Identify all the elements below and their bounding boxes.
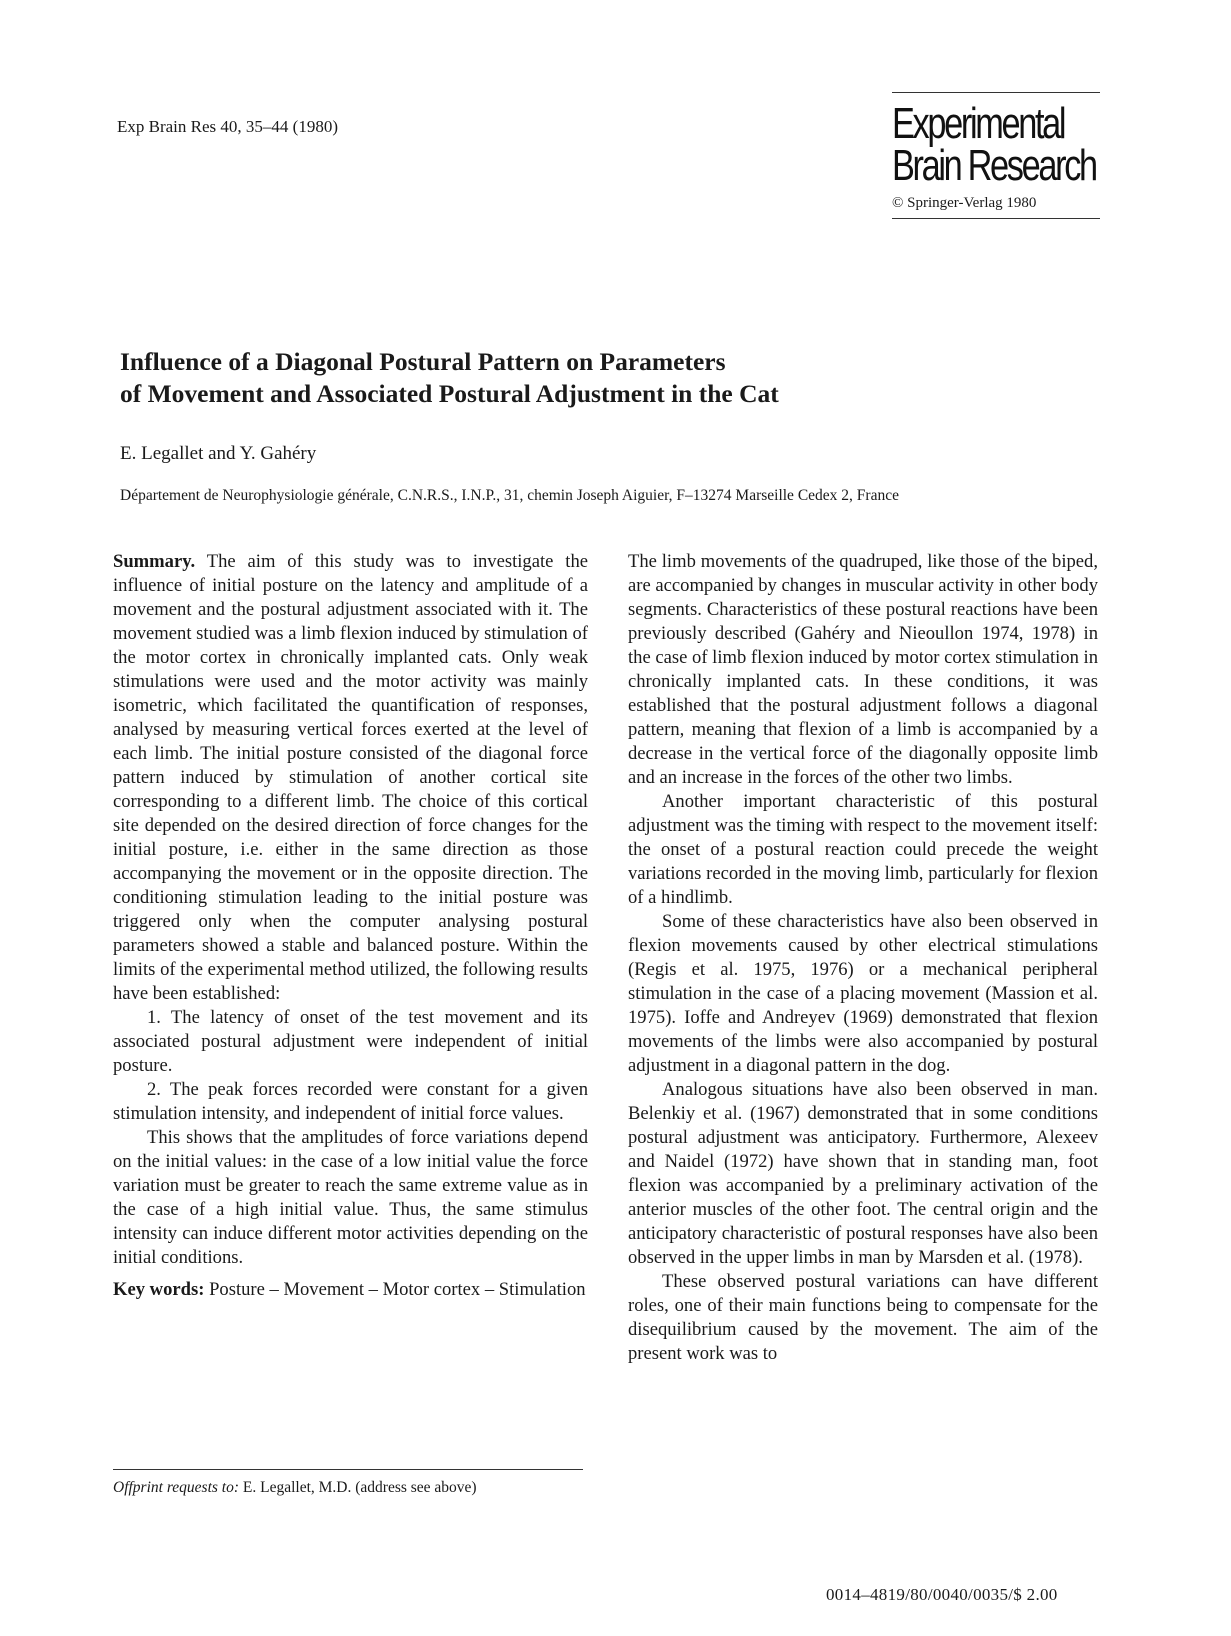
masthead-top-rule bbox=[892, 92, 1100, 93]
summary-text-1: The aim of this study was to investigate the influence of initial posture on the latency and amplitude of a movement and the postural adjustment associated with it. The movement studied was a limb flexion induced by stimulation of the motor cortex in chronically implanted cats. Only weak stimulations were used and the motor activity was mainly isometric, which facilitated the quantification of responses, analysed by measuring vertical forces exerted at the level of each limb. The initial posture consisted of the diagonal force pattern induced by stimulation of another cortical site corresponding to a different limb. The choice of this cortical site depended on the desired direction of force changes for the initial posture, i.e. either in the same direction as those accompanying the movement or in the opposite direction. The conditioning stimulation leading to the initial posture was triggered only when the computer analysing postural parameters showed a stable and balanced posture. Within the limits of the experimental method utilized, the following results have been established: bbox=[113, 551, 588, 1004]
summary-paragraph-2: 1. The latency of onset of the test movement and its associated postural adjustment were independent of initial posture. bbox=[113, 1007, 588, 1076]
offprint-footnote bbox=[113, 1479, 477, 1497]
footnote-divider bbox=[113, 1469, 583, 1470]
title-line-1: Influence of a Diagonal Postural Pattern on Parameters bbox=[120, 347, 726, 376]
summary-paragraph-3: 2. The peak forces recorded were constant for a given stimulation intensity, and independent of initial force values. bbox=[113, 1079, 588, 1124]
publisher-copyright: © Springer-Verlag 1980 bbox=[892, 195, 1037, 211]
summary-label: Summary. bbox=[113, 551, 196, 572]
journal-logo-line2: Brain Research bbox=[892, 141, 1096, 190]
intro-paragraph-5: These observed postural variations can have different roles, one of their main functions being to compensate for the disequilibrium caused by the movement. The aim of the present work was to bbox=[628, 1271, 1098, 1364]
summary-paragraph-1 bbox=[113, 550, 588, 1006]
summary-column bbox=[113, 550, 588, 1302]
footnote-label: Offprint requests to: bbox=[113, 1479, 240, 1496]
intro-paragraph-2: Another important characteristic of this postural adjustment was the timing with respect to the movement itself: the onset of a postural reaction could precede the weight variations recorded in the moving limb, particularly for flexion of a hindlimb. bbox=[628, 791, 1098, 908]
article-code: 0014–4819/80/0040/0035/$ 2.00 bbox=[826, 1585, 1058, 1604]
journal-citation: Exp Brain Res 40, 35–44 (1980) bbox=[117, 117, 338, 136]
intro-paragraph-4: Analogous situations have also been observed in man. Belenkiy et al. (1967) demonstrated that in some conditions postural adjustment was anticipatory. Furthermore, Alexeev and Naidel (1972) have shown that in standing man, foot flexion was accompanied by a preliminary activation of the anterior muscles of the other foot. The central origin and the anticipatory characteristic of postural responses have also been observed in the upper limbs in man by Marsden et al. (1978). bbox=[628, 1079, 1098, 1268]
journal-masthead bbox=[892, 92, 1100, 219]
summary-paragraph-4: This shows that the amplitudes of force variations depend on the initial values: in the case of a low initial value the force variation must be greater to reach the same extreme value as in the case of a high initial value. Thus, the same stimulus intensity can induce different motor activities depending on the initial conditions. bbox=[113, 1127, 588, 1268]
author-affiliation: Département de Neurophysiologie générale, C.N.R.S., I.N.P., 31, chemin Joseph Aiguier, F–13274 Marseille Cedex 2, France bbox=[120, 487, 899, 504]
masthead-bottom-rule bbox=[892, 218, 1100, 219]
keywords-label: Key words: bbox=[113, 1279, 205, 1300]
article-title bbox=[120, 346, 779, 410]
author-list: E. Legallet and Y. Gahéry bbox=[120, 443, 317, 464]
intro-paragraph-1: The limb movements of the quadruped, like those of the biped, are accompanied by changes in muscular activity in other body segments. Characteristics of these postural reactions have been previously described (Gahéry and Nieoullon 1974, 1978) in the case of limb flexion induced by motor cortex stimulation in chronically implanted cats. In these conditions, it was established that the postural adjustment follows a diagonal pattern, meaning that flexion of a limb is accompanied by a decrease in the vertical force of the diagonally opposite limb and an increase in the forces of the other two limbs. bbox=[628, 551, 1098, 788]
journal-logo bbox=[892, 99, 1096, 190]
intro-paragraph-3: Some of these characteristics have also been observed in flexion movements caused by other electrical stimulations (Regis et al. 1975, 1976) or a mechanical peripheral stimulation in the case of a placing movement (Massion et al. 1975). Ioffe and Andreyev (1969) demonstrated that flexion movements of the limbs were also accompanied by postural adjustment in a diagonal pattern in the dog. bbox=[628, 911, 1098, 1076]
journal-logo-line1: Experimental bbox=[892, 99, 1065, 148]
keywords-text: Posture – Movement – Motor cortex – Stimulation bbox=[209, 1279, 586, 1300]
footnote-text: E. Legallet, M.D. (address see above) bbox=[242, 1479, 477, 1496]
keywords bbox=[113, 1278, 588, 1302]
introduction-column bbox=[628, 550, 1098, 1366]
title-line-2: of Movement and Associated Postural Adjustment in the Cat bbox=[120, 379, 779, 408]
